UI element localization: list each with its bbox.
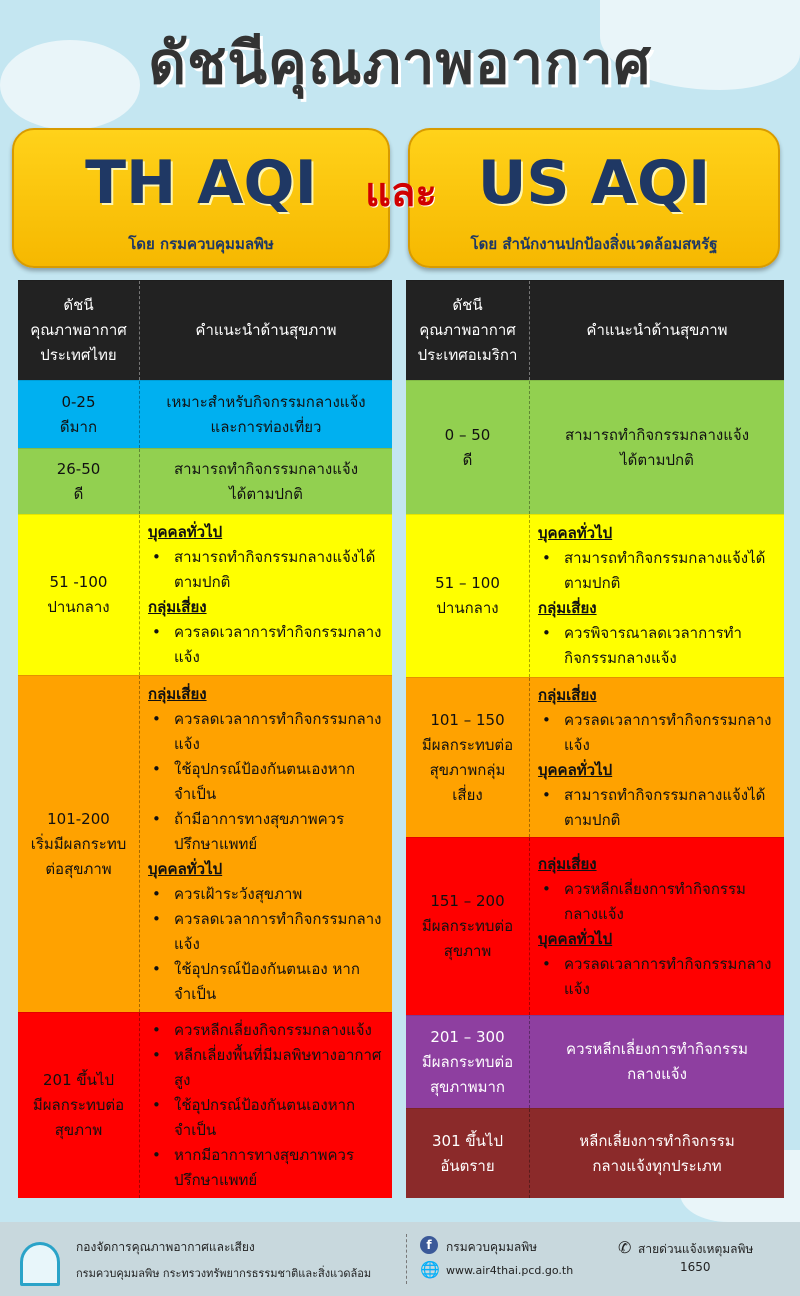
group-heading: กลุ่มเสี่ยง	[538, 685, 597, 704]
aqi-row	[406, 1108, 784, 1198]
advice-bullet: • ควรลดเวลาการทำกิจกรรมกลางแจ้ง	[148, 620, 384, 670]
health-advice: ควรหลีกเลี่ยงการทำกิจกรรม กลางแจ้ง	[566, 1040, 748, 1083]
header-index: ดัชนี คุณภาพอากาศ ประเทศไทย	[18, 281, 140, 380]
header-index: ดัชนี คุณภาพอากาศ ประเทศอเมริกา	[406, 281, 530, 380]
facebook-icon: f	[420, 1236, 438, 1254]
aqi-range: 101-200 เริ่มมีผลกระทบ ต่อสุขภาพ	[18, 676, 140, 1012]
us-aqi-table	[406, 280, 784, 1198]
group-heading: บุคคลทั่วไป	[148, 859, 223, 878]
aqi-row	[18, 380, 392, 448]
aqi-range: 51 – 100 ปานกลาง	[406, 515, 530, 677]
aqi-range: 26-50 ดี	[18, 449, 140, 514]
health-advice: เหมาะสำหรับกิจกรรมกลางแจ้ง และการท่องเที่ยว	[166, 392, 366, 436]
aqi-range: 0 – 50 ดี	[406, 381, 530, 514]
group-heading: กลุ่มเสี่ยง	[538, 854, 597, 873]
aqi-range: 201 ขึ้นไป มีผลกระทบต่อ สุขภาพ	[18, 1013, 140, 1198]
health-advice	[530, 838, 784, 1015]
aqi-row	[18, 448, 392, 514]
advice-bullet: • ควรลดเวลาการทำกิจกรรมกลางแจ้ง	[538, 708, 776, 758]
th-aqi-table	[18, 280, 392, 1198]
group-heading: กลุ่มเสี่ยง	[148, 598, 207, 616]
org-department: กรมควบคุมมลพิษ กระทรวงทรัพยากรธรรมชาติและสิ่งแวดล้อม	[76, 1267, 372, 1280]
th-aqi-badge	[12, 128, 390, 268]
advice-bullet: • ควรพิจารณาลดเวลาการทำกิจกรรมกลางแจ้ง	[538, 621, 776, 671]
advice-bullet: • หลีกเลี่ยงพื้นที่มีมลพิษทางอากาศสูง	[148, 1043, 384, 1093]
aqi-row	[18, 514, 392, 675]
aqi-range: 51 -100 ปานกลาง	[18, 515, 140, 675]
advice-bullet: • ใช้อุปกรณ์ป้องกันตนเอง หากจำเป็น	[148, 957, 384, 1007]
us-aqi-source: โดย สำนักงานปกป้องสิ่งแวดล้อมสหรัฐ	[470, 235, 718, 253]
aqi-row	[18, 1012, 392, 1198]
hotline-number: 1650	[680, 1260, 711, 1274]
advice-bullet: • สามารถทำกิจกรรมกลางแจ้งได้ตามปกติ	[538, 546, 776, 596]
advice-bullet: • ควรเฝ้าระวังสุขภาพ	[148, 882, 384, 907]
group-heading: บุคคลทั่วไป	[538, 929, 613, 948]
th-aqi-title: TH AQI	[85, 148, 317, 218]
aqi-row	[406, 380, 784, 514]
facebook-link[interactable]: กรมควบคุมมลพิษ	[446, 1240, 538, 1254]
advice-bullet: • ควรลดเวลาการทำกิจกรรมกลางแจ้ง	[538, 952, 776, 1002]
health-advice: หลีกเลี่ยงการทำกิจกรรม กลางแจ้งทุกประเภท	[579, 1131, 735, 1175]
advice-bullet: • ควรลดเวลาการทำกิจกรรมกลางแจ้ง	[148, 907, 384, 957]
advice-bullet: • สามารถทำกิจกรรมกลางแจ้งได้ตามปกติ	[538, 783, 776, 833]
group-heading: บุคคลทั่วไป	[538, 524, 613, 542]
advice-bullet: • ควรลดเวลาการทำกิจกรรมกลางแจ้ง	[148, 707, 384, 757]
website-link[interactable]: www.air4thai.pcd.go.th	[446, 1264, 574, 1277]
group-heading: บุคคลทั่วไป	[538, 760, 613, 779]
and-label: และ	[365, 170, 437, 216]
health-advice: สามารถทำกิจกรรมกลางแจ้ง ได้ตามปกติ	[564, 425, 750, 469]
org-division: กองจัดการคุณภาพอากาศและเสียง	[76, 1240, 255, 1254]
aqi-range: 101 – 150 มีผลกระทบต่อ สุขภาพกลุ่ม เสี่ยง	[406, 678, 530, 837]
phone-icon: ✆	[618, 1238, 632, 1257]
us-aqi-title: US AQI	[477, 148, 711, 218]
aqi-row	[406, 837, 784, 1015]
health-advice	[140, 1013, 392, 1198]
aqi-range: 301 ขึ้นไป อันตราย	[406, 1109, 530, 1198]
advice-bullet: • ใช้อุปกรณ์ป้องกันตนเองหากจำเป็น	[148, 757, 384, 807]
header-advice: คำแนะนำด้านสุขภาพ	[195, 321, 337, 339]
table-header	[406, 280, 784, 380]
advice-bullet: • ถ้ามีอาการทางสุขภาพควรปรึกษาแพทย์	[148, 807, 384, 857]
health-advice	[530, 678, 784, 837]
aqi-range: 151 – 200 มีผลกระทบต่อ สุขภาพ	[406, 838, 530, 1015]
aqi-row	[406, 677, 784, 837]
globe-icon: 🌐	[420, 1260, 440, 1279]
aqi-row	[406, 514, 784, 677]
footer	[0, 1222, 800, 1296]
health-advice	[140, 515, 392, 675]
advice-bullet: • ควรหลีกเลี่ยงการทำกิจกรรมกลางแจ้ง	[538, 877, 776, 927]
advice-bullet: • ควรหลีกเลี่ยงกิจกรรมกลางแจ้ง	[148, 1018, 384, 1043]
us-aqi-badge	[408, 128, 780, 268]
aqi-range: 201 – 300 มีผลกระทบต่อ สุขภาพมาก	[406, 1016, 530, 1108]
health-advice: สามารถทำกิจกรรมกลางแจ้ง ได้ตามปกติ	[173, 459, 359, 503]
hotline-label: สายด่วนแจ้งเหตุมลพิษ	[638, 1242, 754, 1256]
aqi-row	[406, 1015, 784, 1108]
group-heading: กลุ่มเสี่ยง	[538, 599, 597, 617]
advice-bullet: • สามารถทำกิจกรรมกลางแจ้งได้ตามปกติ	[148, 545, 384, 595]
th-aqi-source: โดย กรมควบคุมมลพิษ	[128, 235, 274, 253]
page-title: ดัชนีคุณภาพอากาศ	[148, 29, 652, 97]
group-heading: กลุ่มเสี่ยง	[148, 684, 207, 703]
header-advice: คำแนะนำด้านสุขภาพ	[586, 321, 728, 339]
aqi-row	[18, 675, 392, 1012]
table-header	[18, 280, 392, 380]
group-heading: บุคคลทั่วไป	[148, 523, 223, 541]
health-advice	[140, 676, 392, 1012]
divider	[406, 1234, 407, 1284]
health-advice	[530, 515, 784, 677]
aqi-range: 0-25 ดีมาก	[18, 381, 140, 448]
advice-bullet: • ใช้อุปกรณ์ป้องกันตนเองหากจำเป็น	[148, 1093, 384, 1143]
advice-bullet: • หากมีอาการทางสุขภาพควรปรึกษาแพทย์	[148, 1143, 384, 1193]
pcd-logo	[20, 1242, 60, 1286]
